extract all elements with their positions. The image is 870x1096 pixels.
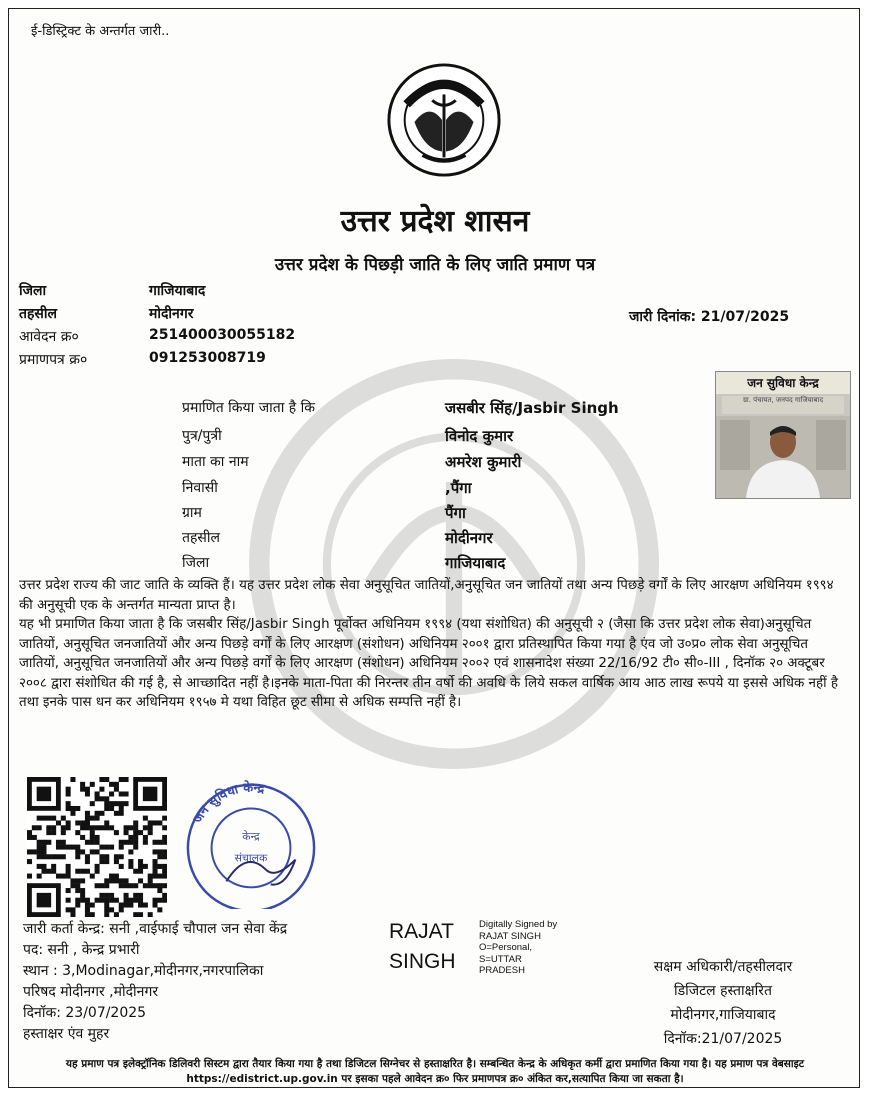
body-paragraph-2: यह भी प्रमाणित किया जाता है कि जसबीर सिंह/Jasbir Singh पूर्वोक्त अधिनियम १९९४ (यथा संशोधित) की अनुसूची २ (जैसा कि उत्तर प्रदेश लोक सेवा)अनुसूचित जातियों, अनुसूचित जनजातियों और अन्य पिछड़े वर्गों के लिए आरक्षण (संशोधन) अधिनियम २००१ द्वारा प्रतिस्थापित किया गया है एंव जो उ०प्र० लोक सेवा अनुसूचित जातियों, अनुसूचित जनजातियों और अन्य पिछड़े वर्गों के लिए आरक्षण (संशोधन) अधिनियम २००२ एवं शासनादेश संख्या 22/16/92 टी० सी०-III , दिनॉक २० अक्टूबर २००८ द्वारा संशोधित की गई है, से आच्छादित नहीं है।इनके माता-पिता की निरन्तर तीन वर्षो की अवधि के लिये सकल वार्षिक आय आठ लाख रूपये या इससे अधिक नहीं है तथा इनके पास धन कर अधिनियम १९५७ मे यथा विहित छूट सीमा से अधिक सम्पत्ति नहीं है।: [19, 617, 838, 710]
application-label: आवेदन क्र०: [19, 329, 79, 345]
field-value-district: गाजियाबाद: [445, 554, 506, 572]
tehsil-label: तहसील: [19, 306, 57, 322]
signer-first-name: RAJAT: [389, 920, 454, 943]
authority-signed: डिजिटल हस्ताक्षरित: [674, 983, 772, 999]
field-label: तहसील: [182, 530, 220, 546]
field-value-mother: अमरेश कुमारी: [445, 453, 522, 471]
issuer-block: [23, 919, 287, 1045]
digi-line: RAJAT SINGH: [479, 930, 541, 942]
certificate-title: उत्तर प्रदेश शासन: [340, 204, 530, 239]
authority-place: मोदीनगर,गाजियाबाद: [670, 1007, 776, 1023]
field-value-village: पैंगा: [445, 504, 466, 522]
certificate-page: [8, 8, 860, 1088]
authority-date: दिनॉक:21/07/2025: [663, 1031, 783, 1047]
field-label: जिला: [182, 555, 210, 571]
person-icon: [716, 416, 850, 498]
field-label: निवासी: [182, 480, 218, 496]
field-value-name: जसबीर सिंह/Jasbir Singh: [445, 399, 619, 417]
issuer-sign: हस्ताक्षर एंव मुहर: [23, 1026, 110, 1042]
issue-date: जारी दिनांक: 21/07/2025: [629, 309, 790, 325]
digi-line: O=Personal,: [479, 942, 533, 953]
field-value-father: विनोद कुमार: [445, 427, 514, 445]
issuer-center: जारी कर्ता केन्द्र: सनी ,वाईफाई चौपाल जन सेवा केंद्र: [23, 921, 288, 937]
stamp-outer-text: जन सुविधा केन्द्र: [190, 780, 266, 826]
authority-title: सक्षम अधिकारी/तहसीलदार: [653, 959, 793, 975]
field-value-tehsil: मोदीनगर: [445, 529, 493, 547]
up-government-emblem: [385, 61, 503, 179]
field-label: प्रमाणित किया जाता है कि: [182, 400, 316, 416]
digi-line: PRADESH: [479, 965, 525, 976]
photo-banner-sub: ग्रा. पंचायत, जनपद गाजियाबाद: [722, 396, 844, 414]
jan-suvidha-stamp: [177, 771, 325, 909]
digi-line: S=UTTAR: [479, 953, 522, 965]
stamp-center-bottom: संचालक: [234, 851, 268, 865]
certificate-subtitle: उत्तर प्रदेश के पिछड़ी जाति के लिए जाति प्रमाण पत्र: [274, 255, 596, 275]
body-paragraph-1: उत्तर प्रदेश राज्य की जाट जाति के व्यक्ति हैं। यह उत्तर प्रदेश लोक सेवा अनुसूचित जातियों,अनुसूचित जन जातियों तथा अन्य पिछड़े वर्गों के लिए आरक्षण अधिनियम १९९४ की अनुसूची एक के अन्तर्गत मान्यता प्राप्त है।: [19, 578, 834, 613]
photo-banner: जन सुविधा केन्द्र: [716, 372, 850, 394]
district-value: गाजियाबाद: [149, 283, 206, 299]
issuer-place-2: परिषद मोदीनगर ,मोदीनगर: [23, 984, 159, 1000]
digital-signature-info: [479, 919, 557, 977]
issuer-place-1: स्थान : 3,Modinagar,मोदीनगर,नगरपालिका: [23, 963, 264, 979]
verification-footer: यह प्रमाण पत्र इलेक्ट्रॉनिक डिलिवरी सिस्टम द्वारा तैयार किया गया है तथा डिजिटल सिग्नेचर से हस्ताक्षरित है। सम्बन्धित केन्द्र के अधिकृत कर्मी द्वारा प्रमाणित किया गया है। यह प्रमाण पत्र वेबसाइट https://edistrict.up.gov.in पर इसका पहले आवेदन क्र० फिर प्रमाणपत्र क्र० अंकित कर,सत्यापित किया जा सकता है।: [65, 1058, 805, 1085]
field-label: ग्राम: [182, 505, 202, 521]
authority-block: [613, 955, 833, 1051]
field-label: माता का नाम: [182, 454, 249, 470]
tehsil-value: मोदीनगर: [149, 306, 194, 322]
issuer-date: दिनॉक: 23/07/2025: [23, 1005, 147, 1021]
applicant-photo: [715, 371, 851, 499]
stamp-center-top: केन्द्र: [242, 830, 260, 843]
field-value-residence: ,पैंगा: [445, 479, 472, 497]
svg-text:जन सुविधा केन्द्र: [190, 779, 267, 826]
certificate-number-label: प्रमाणपत्र क्र०: [19, 352, 88, 368]
field-label: पुत्र/पुत्री: [182, 428, 222, 444]
application-number: 251400030055182: [149, 327, 296, 343]
certificate-number: 091253008719: [149, 350, 266, 366]
qr-code[interactable]: [27, 777, 167, 917]
signer-last-name: SINGH: [389, 950, 456, 973]
district-label: जिला: [19, 283, 47, 299]
issuer-post: पद: सनी , केन्द्र प्रभारी: [23, 942, 140, 958]
digital-signature-name: [389, 917, 456, 977]
certificate-body: [19, 576, 851, 713]
digi-line: Digitally Signed by: [479, 919, 558, 930]
top-note: ई-डिस्ट्रिक्ट के अन्तर्गत जारी..: [31, 24, 170, 39]
